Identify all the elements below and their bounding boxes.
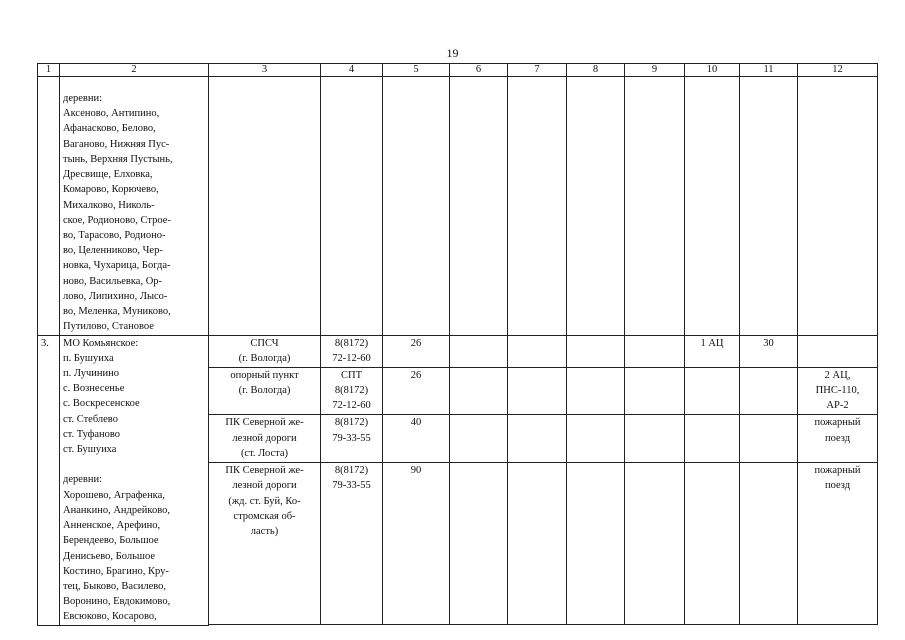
column-header: 6 xyxy=(450,64,508,77)
settlements-cell: деревни: Аксеново, Антипино, Афанасково, Белово, Ваганово, Нижняя Пус- тынь, Верхняя Пустынь, Дресвище, Елховка, Комарово, Корючево, Михалково, Николь- ское, Родионово, Строе- во, Тарасово, Родионо- во, Целенниково, Чер- новка, Чухарица, Богда- ново, Васильевка, Ор- лово, Липихино, Лысо- во, Меленка, Муниково, Путилово, Становое xyxy=(60,77,209,336)
column-header: 7 xyxy=(508,64,567,77)
unit-equipment xyxy=(685,415,740,463)
unit-phone: 8(8172) 79-33-55 xyxy=(321,415,383,463)
column-header: 10 xyxy=(685,64,740,77)
table-row xyxy=(38,335,878,367)
unit-name: ПК Северной же- лезной дороги (ст. Лоста) xyxy=(209,415,321,463)
unit-notes xyxy=(798,335,878,367)
column-header: 1 xyxy=(38,64,60,77)
column-header: 12 xyxy=(798,64,878,77)
table-row xyxy=(38,77,878,336)
unit-phone: 8(8172) 79-33-55 xyxy=(321,463,383,625)
unit-equipment xyxy=(685,367,740,415)
row-number: 3. xyxy=(38,335,60,625)
unit-staff: 30 xyxy=(740,335,798,367)
unit-name: ПК Северной же- лезной дороги (жд. ст. Буй, Ко- стромская об- ласть) xyxy=(209,463,321,625)
header-row xyxy=(38,64,878,77)
unit-distance: 90 xyxy=(383,463,450,625)
column-header: 5 xyxy=(383,64,450,77)
unit-equipment: 1 АЦ xyxy=(685,335,740,367)
unit-staff xyxy=(740,415,798,463)
unit-name: СПСЧ (г. Вологда) xyxy=(209,335,321,367)
unit-phone: СПТ 8(8172) 72-12-60 xyxy=(321,367,383,415)
unit-distance: 40 xyxy=(383,415,450,463)
unit-distance: 26 xyxy=(383,367,450,415)
column-header: 11 xyxy=(740,64,798,77)
fire-service-table xyxy=(37,63,878,626)
unit-staff xyxy=(740,463,798,625)
column-header: 8 xyxy=(567,64,625,77)
settlements-cell: МО Комьянское: п. Бушуиха п. Лучинино с. Вознесенье с. Воскресенское ст. Стеблево ст. Туфаново ст. Бушуиха деревни: Хорошево, Аграфенка, Ананкино, Андрейково, Анненское, Арефино, Берендеево, Большое Денисьево, Большое Костино, Брагино, Кру- тец, Быково, Василево, Воронино, Евдокимово, Евсюково, Косарово, xyxy=(60,335,209,625)
column-header: 3 xyxy=(209,64,321,77)
unit-name: опорный пункт (г. Вологда) xyxy=(209,367,321,415)
column-header: 9 xyxy=(625,64,685,77)
unit-notes: 2 АЦ, ПНС-110, АР-2 xyxy=(798,367,878,415)
column-header: 2 xyxy=(60,64,209,77)
page-number: 19 xyxy=(446,46,459,60)
unit-phone: 8(8172) 72-12-60 xyxy=(321,335,383,367)
unit-equipment xyxy=(685,463,740,625)
unit-notes: пожарный поезд xyxy=(798,463,878,625)
unit-notes: пожарный поезд xyxy=(798,415,878,463)
column-header: 4 xyxy=(321,64,383,77)
unit-distance: 26 xyxy=(383,335,450,367)
unit-staff xyxy=(740,367,798,415)
